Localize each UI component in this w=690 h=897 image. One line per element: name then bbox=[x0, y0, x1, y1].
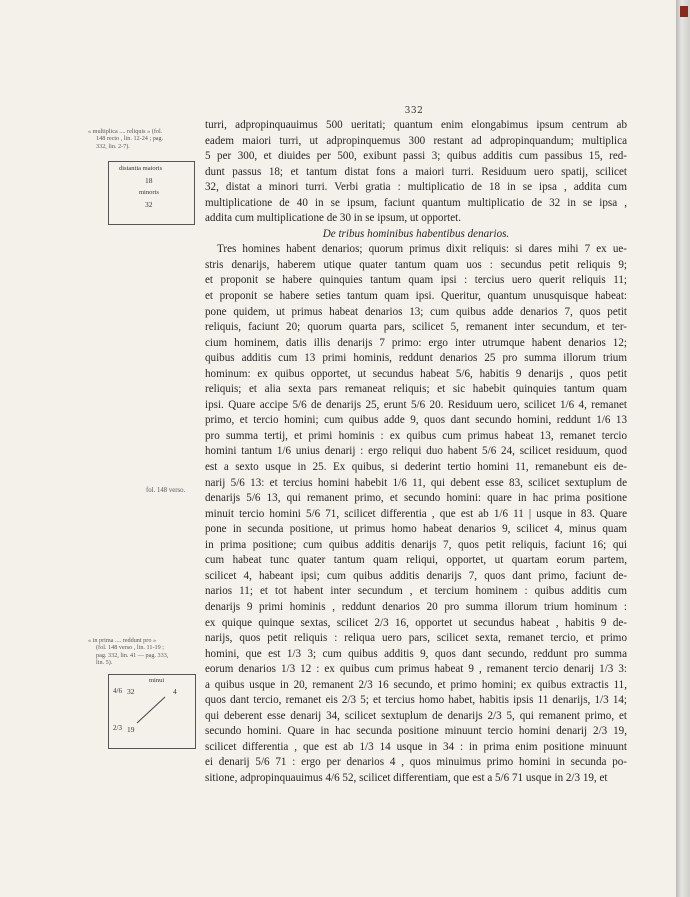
text-line: reliquis, faciunt 20; quorum quarta pars, scilicet 5, remanent inter secundum, et ter- bbox=[205, 321, 627, 334]
text-line: eadem maiori turri, ut adpropinquemus 300 restant ad adpropinquandum; multiplica bbox=[205, 134, 627, 147]
text-line: reliquis; et alia sexta pars remaneat reliquis; et sic habebit quinquies tantum quam bbox=[205, 383, 627, 396]
text-line: et proponit se habere seties tantum quam ipsi. Queritur, quantum unusquisque habeat: bbox=[205, 290, 627, 303]
text-line: quibus additis cum 13 primi hominis, reddunt denarios 25 pro summa illorum trium bbox=[205, 352, 627, 365]
text-line: ex quique quinque sextas, scilicet 2/3 16, opportet ut secundus habeat , habitis 9 de- bbox=[205, 616, 627, 629]
box2-frac-bottom: 2/3 bbox=[113, 724, 122, 732]
margin-diagram-distances bbox=[108, 161, 195, 225]
text-line: narijs, quos petit reliquis : reliqua uero pars, scilicet sexta, remanet tercio, et primo bbox=[205, 632, 627, 645]
text-line: stris denarijs, haberem utique quater tantum quam uos : secundus petit reliquis 9; bbox=[205, 258, 627, 271]
margin-note-reference bbox=[88, 128, 198, 150]
margin-note-line: pag. 332, lin. 41 — pag. 333, bbox=[96, 651, 169, 659]
box-value-top: 18 bbox=[145, 176, 153, 185]
text-line: 32, distat a minori turri. Verbi gratia : multiplicatio de 18 in se ipsa , addita cum bbox=[205, 181, 627, 194]
text-line: multiplicatione de 40 in se ipsum, faciunt quantum multiplicatio de 32 in se ipsa , bbox=[205, 196, 627, 209]
text-line: Tres homines habent denarios; quorum primus dixit reliquis: si dares mihi 7 ex ue- bbox=[217, 243, 627, 256]
page-number: 332 bbox=[404, 106, 424, 116]
margin-note-line: lin. 5). bbox=[96, 659, 113, 667]
box-label-bottom: minoris bbox=[139, 189, 159, 196]
book-edge bbox=[676, 0, 690, 897]
margin-note-line: « multiplica .... reliquis » (fol. bbox=[88, 128, 163, 135]
text-line: secundo homini. Quare in hac secunda positione minuunt tercio homini denarij 2/3 19, bbox=[205, 725, 627, 738]
box2-label: minui bbox=[149, 677, 165, 684]
text-line: denarijs 9 primi hominis , reddunt denarios 20 pro summa illorum trium hominum : bbox=[205, 600, 627, 613]
text-line: cium hominem, datis illis denarijs 7 primo: ergo inter utrumque habent denarios 12; bbox=[205, 336, 627, 349]
text-line: pro summa tertij, et primi hominis : ex quibus cum primus habeat 13, remanet tercio bbox=[205, 429, 627, 442]
text-line: quos dant tercio, remanet eis 2/3 5; et tercius homo habet, habitis ipsis 11 denarijs, 1/3 14; bbox=[205, 694, 627, 707]
text-line: in prima positione; cum quibus additis denarijs 7, quos petit reliquis, faciunt 16; qui bbox=[205, 538, 627, 551]
text-line: turri, adpropinquauimus 500 ueritati; quantum enim elongabimus ipsum centrum ab bbox=[205, 119, 627, 131]
text-line: hominum: ex quibus opportet, ut secundus habeat 5/6, habitis 9 denarijs , quos petit bbox=[205, 367, 627, 380]
margin-note-line: (fol. 148 verso , lin. 11-19 ; bbox=[96, 644, 164, 652]
margin-diagram-positions bbox=[108, 674, 196, 749]
text-line: addita cum multiplicatione de 30 in se ipsum, ut opportet. bbox=[205, 212, 462, 225]
text-line: pone quidem, ut primus habeat denarios 13; cum quibus adde denarios 7, quos petit bbox=[205, 305, 627, 318]
text-line: dunt passus 18; et tantum distat fons a maiori turri. Residuum uero spatij, scilicet bbox=[205, 165, 627, 178]
box-label-top: distantia maioris bbox=[119, 165, 163, 172]
margin-note-reference-2 bbox=[88, 637, 200, 667]
text-line: narios 11; et tot habent inter secundum , et tercium hominem : quibus additis cum bbox=[205, 585, 627, 598]
margin-note-line: 148 recto , lin. 12-24 ; pag. bbox=[96, 135, 164, 143]
box2-cross-line bbox=[109, 675, 195, 748]
text-line: a quibus usque in 20, remanent 2/3 16 secundo, et primo homini; ex quibus extractis 11, bbox=[205, 678, 627, 691]
box2-value-bottom-left: 19 bbox=[127, 725, 135, 734]
text-line: ei denarij 5/6 71 : ergo per denarios 4 , quos minuimus primo homini in secunda po- bbox=[205, 756, 627, 769]
text-line: qui deberent esse denarij 34, scilicet sextuplum de denarijs 2/3 5, qui remanent primo, et bbox=[205, 709, 627, 722]
text-line: homini tantum 1/6 unius denarij : ergo reliqui duo habent 5/6 24, scilicet residuum, quod bbox=[205, 445, 627, 458]
margin-note-folio: fol. 148 verso. bbox=[146, 487, 186, 494]
text-line: 5 per 300, et diuides per 500, exibunt passi 3; quibus additis cum passibus 15, red- bbox=[205, 150, 627, 163]
bookmark-tab bbox=[680, 6, 688, 17]
text-line: homini, que est 1/3 3; cum quibus additis 9, quos dant secundo, reddunt pro summa bbox=[205, 647, 627, 660]
text-line: denarijs 5/6 13, qui remanent primo, et secundo homini: quare in hac prima positione bbox=[205, 492, 627, 505]
text-line: minuit tercio homini 5/6 71, scilicet differentia , que est ab 1/6 11 | usque in 83. Quare bbox=[205, 507, 627, 520]
section-heading: De tribus hominibus habentibus denarios. bbox=[322, 227, 510, 240]
box2-value-top-left: 32 bbox=[127, 687, 135, 696]
text-line: est a sexto usque in 25. Ex quibus, si dederint tertio homini 11, remanebunt eis de- bbox=[205, 461, 627, 474]
margin-note-line: 332, lin. 2-7). bbox=[96, 142, 130, 150]
main-text-block bbox=[205, 118, 627, 787]
text-line: eorum denarios 1/3 12 : ex quibus cum primus habeat 9 , remanent tercio denarij 1/3 3: bbox=[205, 663, 627, 676]
box2-frac-top: 4/6 bbox=[113, 687, 122, 695]
text-line: et proponit se habere quinquies tantum quam ipsi : tercius uero querit reliquis 11; bbox=[205, 274, 627, 287]
text-line: primo, et tercio homini; cum quibus adde 9, quos dant secundo homini, reddunt 1/6 13 bbox=[205, 414, 627, 427]
margin-note-line: « in prima .... reddunt pro » bbox=[88, 637, 157, 644]
text-line: pone in secunda positione, ut primus homo habeat denarios 9, scilicet 4, minus quam bbox=[205, 523, 627, 536]
text-line: ipsi. Quare accipe 5/6 de denarijs 25, erunt 5/6 20. Residuum uero, scilicet 1/6 4, remanet bbox=[205, 398, 627, 411]
text-line: narij 5/6 13: et tercius homini habebit 1/6 11, qui debent esse 83, scilicet sextuplum de bbox=[205, 476, 627, 489]
text-line: sitione, adpropinquauimus 4/6 52, scilicet differentiam, que est a 5/6 71 usque in 2/3 19, et bbox=[205, 771, 608, 784]
box-value-bottom: 32 bbox=[145, 200, 153, 209]
text-line: scilicet differentia , que est ab 1/3 14 usque in 34 : in prima enim positione minuunt bbox=[205, 740, 627, 753]
text-line: cum habeat tunc quater tantum quam reliqui, opportet, ut quartam eorum partem, bbox=[205, 554, 627, 567]
text-line: scilicet 4, habeant ipsi; cum quibus additis denarijs 7, quos dant primo, faciunt de- bbox=[205, 569, 627, 582]
box2-value-top-right: 4 bbox=[173, 687, 177, 696]
